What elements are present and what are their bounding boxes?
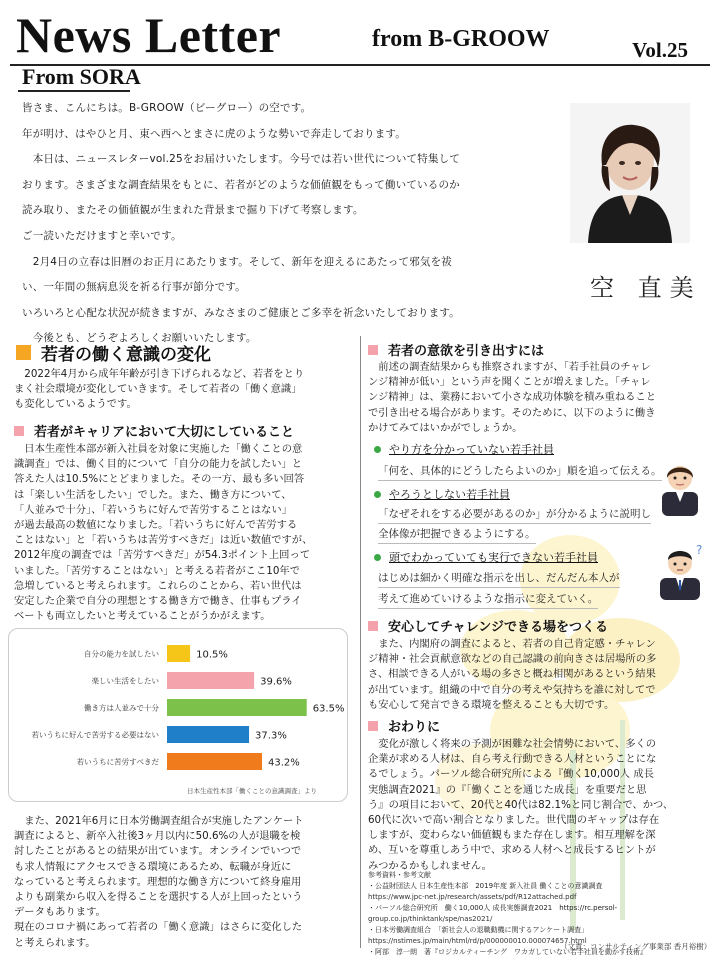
paragraph-line: 60代に次いで高い割合となりました。世代間のギャップは存在 xyxy=(368,814,660,827)
bar-chart xyxy=(9,629,349,803)
paragraph-line: う』の項目において、20代と40代は82.1%と同じ割合で、かつ、 xyxy=(368,798,674,811)
author-photo xyxy=(570,103,690,243)
chart-value-label: 63.5% xyxy=(312,703,345,715)
tip-title xyxy=(374,549,598,565)
from-sora-heading: From SORA xyxy=(22,64,141,89)
paragraph-line: も求人情報にアクセスできる環境にあるため、転職が身近に xyxy=(14,860,292,873)
chart-category-label: 楽しい生活をしたい xyxy=(91,676,159,686)
pink-square-icon xyxy=(368,621,378,631)
pink-square-icon xyxy=(368,721,378,731)
paragraph-line: 安定した企業で自分の理想とする働き方で働き、仕事もプライ xyxy=(14,595,302,608)
chart-bar xyxy=(167,726,249,743)
paragraph-line: ンジ精神」は、業務において小さな成功体験を積み重ねること xyxy=(368,391,657,404)
paragraph-line: かけてみてはいかがでしょうか。 xyxy=(368,421,523,434)
greeting-line: いろいろと心配な状況が続きますが、みなさまのご健康とご多幸を祈念いたしております。 xyxy=(22,306,460,319)
chart-bar xyxy=(167,645,190,662)
paragraph-line: 「人並みで十分」、「若いうちに好んで苦労することはない」 xyxy=(14,503,293,516)
chart-value-label: 37.3% xyxy=(255,730,287,742)
newsletter-from: from B-GROOW xyxy=(372,26,550,52)
orange-square-icon xyxy=(16,345,31,360)
portrait-icon xyxy=(570,103,690,243)
paragraph-line: ジ精神・社会貢献意欲などの自己認識の前向きさは居場所の多 xyxy=(368,653,657,666)
paragraph-line: 実態調査2021』の『「働くことを通じた成長」を重要だと思 xyxy=(368,783,647,796)
paragraph-line: 前述の調査結果からも推察されますが、「若手社員のチャレ xyxy=(368,361,651,373)
paragraph-line: が出ています。組織の中で自分の考えや気持ちを誰に対してで xyxy=(368,683,656,696)
paragraph-line: よりも副業から収入を得ることを選択する人が上回ったという xyxy=(14,891,303,904)
paragraph-line: ことはない」と「若いうちは苦労すべきだ」は近い数値ですが、 xyxy=(14,534,313,547)
subheading-career-values xyxy=(14,421,294,440)
chart-category-label: 若いうちに好んで苦労する必要はない xyxy=(31,730,159,740)
intro-line: まく社会環境が変化していきます。そして若者の「働く意識」 xyxy=(14,383,302,396)
chart-category-label: 若いうちに苦労すべきだ xyxy=(76,757,159,767)
greeting-text xyxy=(22,96,532,352)
tip-title-text: やり方を分かっていない若手社員 xyxy=(389,443,554,456)
reference-link[interactable]: https://www.jpc-net.jp/research/assets/pdf/R12attached.pdf xyxy=(368,893,577,901)
heading-text: おわりに xyxy=(388,720,441,735)
paragraph-line: 急増していると考えられます。これらのことから、若い世代は xyxy=(14,579,302,592)
green-dot-icon xyxy=(374,554,381,561)
reference-entry: ・阿部 淳一朗 著『ロジカルティーチング ワカガしていない若手社員を動かす技術』 xyxy=(368,948,647,956)
paragraph-line: 調査によると、新卒入社後3ヶ月以内に50.6%の人が退職を検 xyxy=(14,830,301,843)
paragraph-line: るでしょう。パーソル総合研究所による『働く10,000人 成長 xyxy=(368,768,654,781)
tip-title-text: やろうとしない若手社員 xyxy=(389,488,510,501)
section-heading-work-awareness xyxy=(16,340,211,365)
turnover-paragraph xyxy=(14,814,354,951)
greeting-line: 本日は、ニュースレターvol.25をお届けいたします。今号では若い世代について特集して xyxy=(22,153,461,166)
chart-category-label: 働き方は人並みで十分 xyxy=(84,703,159,713)
author-credit: （文責：コンサルティング事業部 香月裕樹） xyxy=(560,942,712,951)
tip-advice: 考えて進めていけるような指示に変えていく。 xyxy=(378,591,598,609)
paragraph-line: 現在のコロナ禍にあって若者の「働く意識」はさらに変化した xyxy=(14,921,303,934)
author-signature: 空 直美 xyxy=(590,274,702,302)
tip-title xyxy=(374,441,554,457)
paragraph-line: データもあります。 xyxy=(14,906,106,919)
reference-link[interactable]: https://nstimes.jp/main/html/rd/p/000000010.000074657.html xyxy=(368,937,587,945)
greeting-line: い、一年間の無病息災を祈る行事が節分です。 xyxy=(22,281,246,294)
paragraph-line: 日本生産性本部が新入社員を対象に実施した「働くことの意 xyxy=(14,443,303,455)
greeting-line: 年が明け、はやひと月、東へ西へとまさに虎のような勢いで奔走しております。 xyxy=(22,127,406,140)
woman-worker-icon xyxy=(650,456,710,516)
tip-advice: 「なぜそれをする必要があるのか」が分かるように説明し xyxy=(378,506,651,524)
column-divider xyxy=(360,336,361,948)
paragraph-line: みつかるかもしれません。 xyxy=(368,859,492,872)
chart-source-note: 日本生産性本部「働くことの意識調査」より xyxy=(187,787,317,795)
chart-category-label: 自分の能力を試したい xyxy=(84,649,159,659)
tip-advice: 全体像が把握できるようにする。 xyxy=(378,526,536,544)
reference-link[interactable]: group.co.jp/thinktank/spe/nas2021/ xyxy=(368,915,493,923)
heading-conclusion xyxy=(368,716,440,735)
conclusion-paragraph xyxy=(368,737,712,874)
reference-entry: ・公益財団法人 日本生産性本部 2019年度 新入社員 働くことの意識調査 xyxy=(368,882,603,890)
heading-text: 若者の意欲を引き出すには xyxy=(388,344,545,359)
heading-motivation xyxy=(368,340,544,359)
chart-bar xyxy=(167,753,262,770)
newsletter-title: News Letter xyxy=(16,7,282,63)
paragraph-line: め、互いを尊重しあう中で、求める人材へと成長するヒントが xyxy=(368,844,656,857)
paragraph-line: は「楽しい生活をしたい」でした。また、働き方について、 xyxy=(14,488,292,501)
chart-bar xyxy=(167,672,254,689)
green-dot-icon xyxy=(374,446,381,453)
work-purpose-chart xyxy=(8,628,348,802)
paragraph-line: いました。「苦労することはない」と考える若者がここ10年で xyxy=(14,564,300,577)
tip-title-text: 頭でわかっていても実行できない若手社員 xyxy=(389,551,598,564)
pink-square-icon xyxy=(368,345,378,355)
paragraph-line: ンジ精神が低い」という声を聞くことが増えました。「チャレ xyxy=(368,376,651,389)
volume-number: Vol.25 xyxy=(632,38,688,62)
paragraph-line: ベートも両立したいと考えていることがうかがえます。 xyxy=(14,610,271,623)
intro-line: 2022年4月から成年年齢が引き下げられるなど、若者をとり xyxy=(14,368,305,380)
reference-entry: ・パーソル総合研究所 働く10,000人 成長実態調査2021 https://rc.persol- xyxy=(368,904,618,912)
paragraph-line: しますが、変わらない価値観もまた存在します。相互理解を深 xyxy=(368,829,656,842)
reference-entry: ・日本労働調査組合 「新社会人の退職動機に関するアンケート調査」 xyxy=(368,926,589,934)
pink-square-icon xyxy=(14,426,24,436)
paragraph-line: 討したことがあるとの結果が出ています。オンラインでいつで xyxy=(14,845,302,858)
paragraph-line: が過去最高の数値になりました。「若いうちに好んで苦労する xyxy=(14,519,298,532)
greeting-line: おります。さまざまな調査結果をもとに、若者がどのような価値観をもって働いているのか xyxy=(22,178,460,191)
greeting-line: ご一読いただけますと幸いです。 xyxy=(22,229,182,242)
green-dot-icon xyxy=(374,491,381,498)
chart-value-label: 10.5% xyxy=(196,649,228,661)
paragraph-line: なっていると考えられます。理想的な働き方について終身雇用 xyxy=(14,875,302,888)
greeting-line: 今後とも、どうぞよろしくお願いいたします。 xyxy=(22,332,257,345)
references-heading: 参考資料・参考文献 xyxy=(368,871,431,879)
intro-line: も変化しているようです。 xyxy=(14,398,137,411)
paragraph-line: 企業が求める人材は、自ら考え行動できる人材ということにな xyxy=(368,753,657,766)
section-heading-text: 若者の働く意識の変化 xyxy=(41,345,211,365)
paragraph-line: また、内閣府の調査によると、若者の自己肯定感・チャレン xyxy=(368,638,656,650)
career-paragraph xyxy=(14,442,354,624)
chart-value-label: 39.6% xyxy=(260,676,292,688)
intro-paragraph xyxy=(14,367,354,413)
paragraph-line: も安心して発言できる環境を整えることも大切です。 xyxy=(368,698,615,711)
paragraph-line: 2012年度の調査では「苦労すべきだ」が54.3ポイント上回って xyxy=(14,549,311,562)
greeting-line: 2月4日の立春は旧暦のお正月にあたります。そして、新年を迎えるにあたって邪気を祓 xyxy=(22,255,453,268)
chart-value-label: 43.2% xyxy=(268,757,300,769)
tip-advice: 「何を、具体的にどうしたらよいのか」順を追って伝える。 xyxy=(378,463,662,481)
paragraph-line: また、2021年6月に日本労働調査組合が実施したアンケート xyxy=(14,815,304,827)
paragraph-line: 識調査」では、働く目的について「自分の能力を試したい」と xyxy=(14,458,303,471)
tip-title xyxy=(374,486,510,502)
heading-safe-environment xyxy=(368,616,608,635)
chart-bar xyxy=(167,699,307,716)
paragraph-line: 変化が激しく将来の予測が困難な社会情勢において、多くの xyxy=(368,738,657,750)
paragraph-line: 答えた人は10.5%にとどまりました。その一方、最も多い回答 xyxy=(14,473,305,486)
from-sora-underline xyxy=(18,90,130,92)
paragraph-line: さ、相談できる人がいる場の多さと概ね相関があるという結果 xyxy=(368,668,656,681)
motivation-paragraph xyxy=(368,360,712,436)
environment-paragraph xyxy=(368,637,712,713)
greeting-line: 皆さま、こんにちは。B-GROOW（ビーグロー）の空です。 xyxy=(22,102,312,114)
greeting-line: 読み取り、またその価値観が生まれた背景まで掘り下げて考察します。 xyxy=(22,204,364,217)
subheading-text: 若者がキャリアにおいて大切にしていること xyxy=(34,425,295,440)
man-worker-icon xyxy=(650,540,710,600)
paragraph-line: と考えられます。 xyxy=(14,936,96,949)
masthead xyxy=(10,6,710,66)
heading-text: 安心してチャレンジできる場をつくる xyxy=(388,620,608,635)
paragraph-line: で引き出せる場合があります。そのために、以下のように働き xyxy=(368,406,656,419)
svg-text:?: ? xyxy=(696,543,703,557)
tip-advice: はじめは細かく明確な指示を出し、だんだん本人が xyxy=(378,570,620,588)
